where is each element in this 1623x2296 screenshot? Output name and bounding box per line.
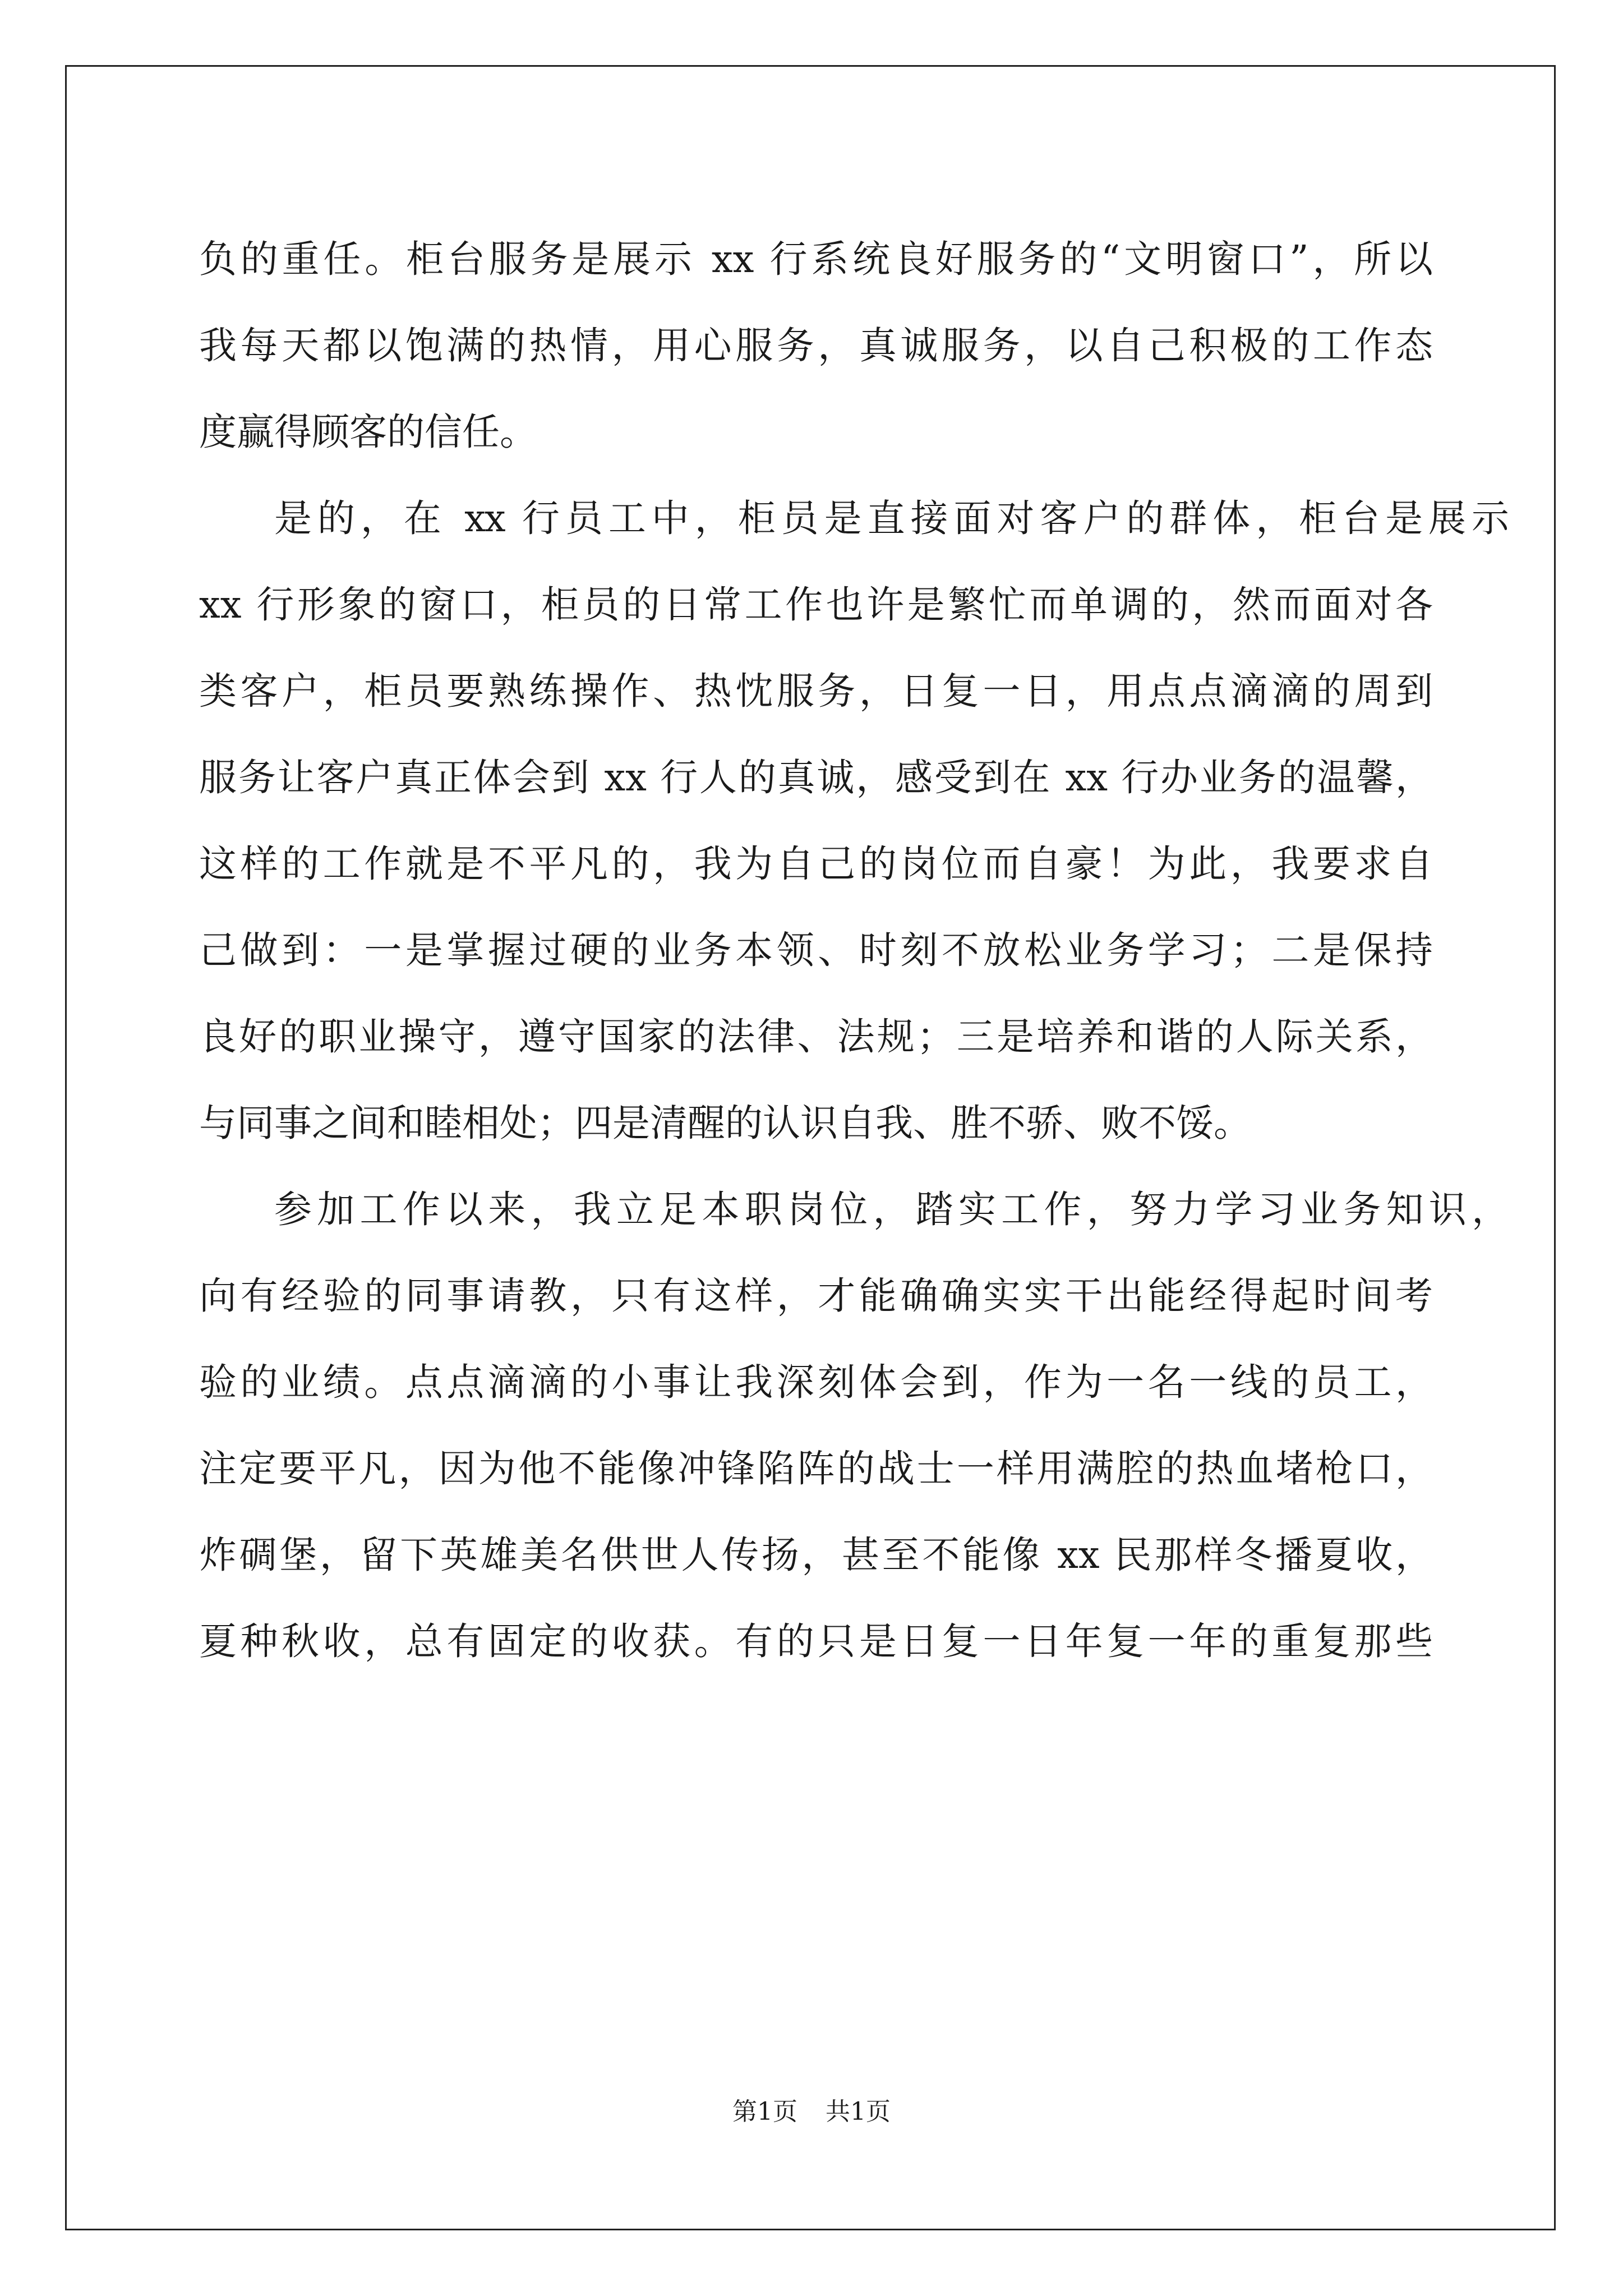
text-line-11: 与同事之间和睦相处；四是清醒的认识自我、胜不骄、败不馁。	[199, 1101, 1251, 1145]
page-number-current: 第1页	[732, 2097, 797, 2126]
page-number-total: 共1页	[826, 2097, 891, 2126]
page-footer	[0, 2095, 1623, 2129]
text-line-10: 良好的职业操守，遵守国家的法律、法规；三是培养和谐的人际关系，	[199, 1015, 1433, 1059]
text-line-15: 注定要平凡，因为他不能像冲锋陷阵的战士一样用满腔的热血堵枪口，	[199, 1447, 1433, 1490]
text-line-3: 度赢得顾客的信任。	[199, 410, 537, 454]
text-line-16: 炸碉堡，留下英雄美名供世人传扬，甚至不能像 xx 民那样冬播夏收，	[199, 1533, 1433, 1577]
text-line-12: 参加工作以来，我立足本职岗位，踏实工作，努力学习业务知识，	[274, 1188, 1508, 1231]
text-line-13: 向有经验的同事请教，只有这样，才能确确实实干出能经得起时间考	[199, 1274, 1433, 1318]
text-line-6: 类客户，柜员要熟练操作、热忱服务，日复一日，用点点滴滴的周到	[199, 669, 1433, 713]
text-line-14: 验的业绩。点点滴滴的小事让我深刻体会到，作为一名一线的员工，	[199, 1360, 1433, 1404]
text-line-5: xx 行形象的窗口，柜员的日常工作也许是繁忙而单调的，然而面对各	[199, 583, 1433, 627]
text-line-2: 我每天都以饱满的热情，用心服务，真诚服务，以自己积极的工作态	[199, 324, 1433, 367]
text-line-17: 夏种秋收，总有固定的收获。有的只是日复一日年复一年的重复那些	[199, 1619, 1433, 1663]
document-body	[199, 216, 1508, 1685]
text-line-1: 负的重任。柜台服务是展示 xx 行系统良好服务的“文明窗口”，所以	[199, 237, 1433, 281]
text-line-4: 是的，在 xx 行员工中，柜员是直接面对客户的群体，柜台是展示	[274, 496, 1508, 540]
text-line-9: 己做到：一是掌握过硬的业务本领、时刻不放松业务学习；二是保持	[199, 928, 1433, 972]
text-line-7: 服务让客户真正体会到 xx 行人的真诚，感受到在 xx 行办业务的温馨，	[199, 756, 1433, 799]
text-line-8: 这样的工作就是不平凡的，我为自己的岗位而自豪！为此，我要求自	[199, 842, 1433, 886]
